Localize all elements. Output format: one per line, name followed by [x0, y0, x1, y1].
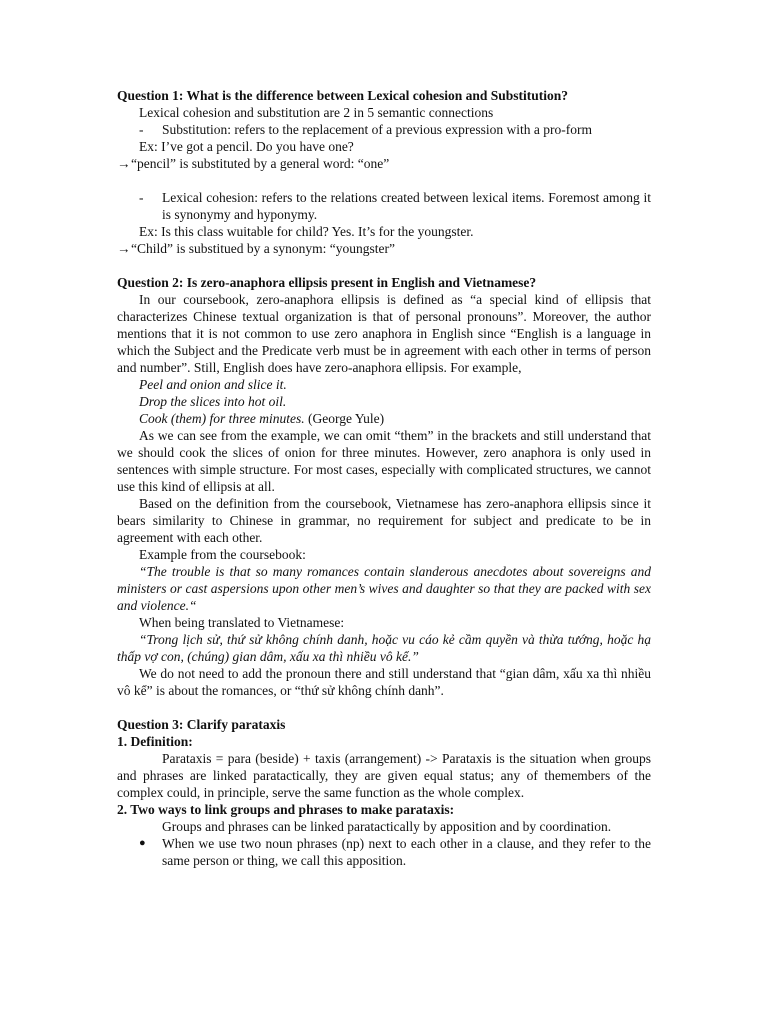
q2-example-c	[117, 410, 651, 427]
q3-heading-definition: 1. Definition:	[117, 734, 193, 749]
q2-quote-english: “The trouble is that so many romances contain slanderous anecdotes about sovereigns and ministers or cast aspersions upon other men’s wives and daughter so that they are packed with sex and violence.“	[117, 564, 651, 613]
q1-result-1-text: “pencil” is substituted by a general word: “one”	[131, 156, 390, 171]
q2-example-a: Peel and onion and slice it.	[139, 377, 287, 392]
arrow-right-icon: →	[117, 156, 131, 171]
q1-item-lexical-text: Lexical cohesion: refers to the relations created between lexical items. Foremost among it is synonymy and hyponymy.	[162, 190, 651, 222]
q2-paragraph-1: In our coursebook, zero-anaphora ellipsis is defined as “a special kind of ellipsis that characterizes Chinese textual organization is that of personal pronouns”. Moreover, the author mentions that it is not common to use zero anaphora in English since “English is a language in which the Subject and the Predicate verb must be in agreement with each other in terms of person and number”. Still, English does have zero-anaphora ellipsis. For example,	[117, 292, 651, 375]
q2-example-c-source: (George Yule)	[307, 411, 385, 426]
q1-example-2: Ex: Is this class wuitable for child? Yes. It’s for the youngster.	[139, 224, 474, 239]
q2-paragraph-3: Based on the definition from the coursebook, Vietnamese has zero-anaphora ellipsis since it bears similarity to Chinese in grammar, no requirement for subject and predicate to be in agreement with each other.	[117, 496, 651, 545]
q2-paragraph-2: As we can see from the example, we can omit “them” in the brackets and still understand that we should cook the slices of onion for three minutes. However, zero anaphora is only used in sentences with simple structure. For most cases, especially with complicated structures, we cannot use this kind of ellipsis at all.	[117, 428, 651, 494]
q1-item-lexical	[117, 189, 651, 223]
q3-bullet-apposition-text: When we use two noun phrases (np) next to each other in a clause, and they refer to the same person or thing, we call this apposition.	[162, 836, 651, 868]
q1-result-2	[117, 240, 651, 257]
q2-example-c-text: Cook (them) for three minutes.	[139, 411, 305, 426]
q3-heading-two-ways: 2. Two ways to link groups and phrases to make parataxis:	[117, 802, 455, 817]
q2-translation-label: When being translated to Vietnamese:	[139, 615, 345, 630]
q1-intro: Lexical cohesion and substitution are 2 in 5 semantic connections	[139, 105, 494, 120]
q1-example-1: Ex: I’ve got a pencil. Do you have one?	[139, 139, 354, 154]
bullet-marker: ●	[139, 837, 146, 849]
q2-example-b: Drop the slices into hot oil.	[139, 394, 287, 409]
q2-quote-vietnamese: “Trong lịch sử, thứ sử không chính danh, hoặc vu cáo kẻ cầm quyền và thừa tướng, hoặc hạ thấp vợ con, (chúng) gian dâm, xấu xa thì nhiều vô kể.”	[117, 632, 651, 664]
dash-marker: -	[139, 122, 144, 137]
question-2-title: Question 2: Is zero-anaphora ellipsis present in English and Vietnamese?	[117, 275, 537, 290]
question-1-title: Question 1: What is the difference between Lexical cohesion and Substitution?	[117, 88, 569, 103]
q1-result-2-text: “Child” is substitued by a synonym: “youngster”	[131, 241, 395, 256]
dash-marker: -	[139, 190, 144, 205]
q2-paragraph-4: We do not need to add the pronoun there and still understand that “gian dâm, xấu xa thì nhiều vô kể” is about the romances, or “thứ sử không chính danh”.	[117, 666, 651, 698]
q3-bullet-apposition	[117, 835, 651, 869]
q1-item-substitution	[117, 121, 651, 138]
q3-paragraph-1: Groups and phrases can be linked paratactically by apposition and by coordination.	[162, 819, 612, 834]
arrow-right-icon: →	[117, 241, 131, 256]
q1-item-substitution-text: Substitution: refers to the replacement of a previous expression with a pro-form	[162, 122, 593, 137]
q1-result-1	[117, 155, 651, 172]
q3-definition: Parataxis = para (beside) + taxis (arrangement) -> Parataxis is the situation when groups and phrases are linked paratactically, they are given equal status; any of themembers of the complex could, in principle, serve the same function as the whole complex.	[117, 751, 651, 800]
question-3-title: Question 3: Clarify parataxis	[117, 717, 286, 732]
q2-example-label: Example from the coursebook:	[139, 547, 306, 562]
